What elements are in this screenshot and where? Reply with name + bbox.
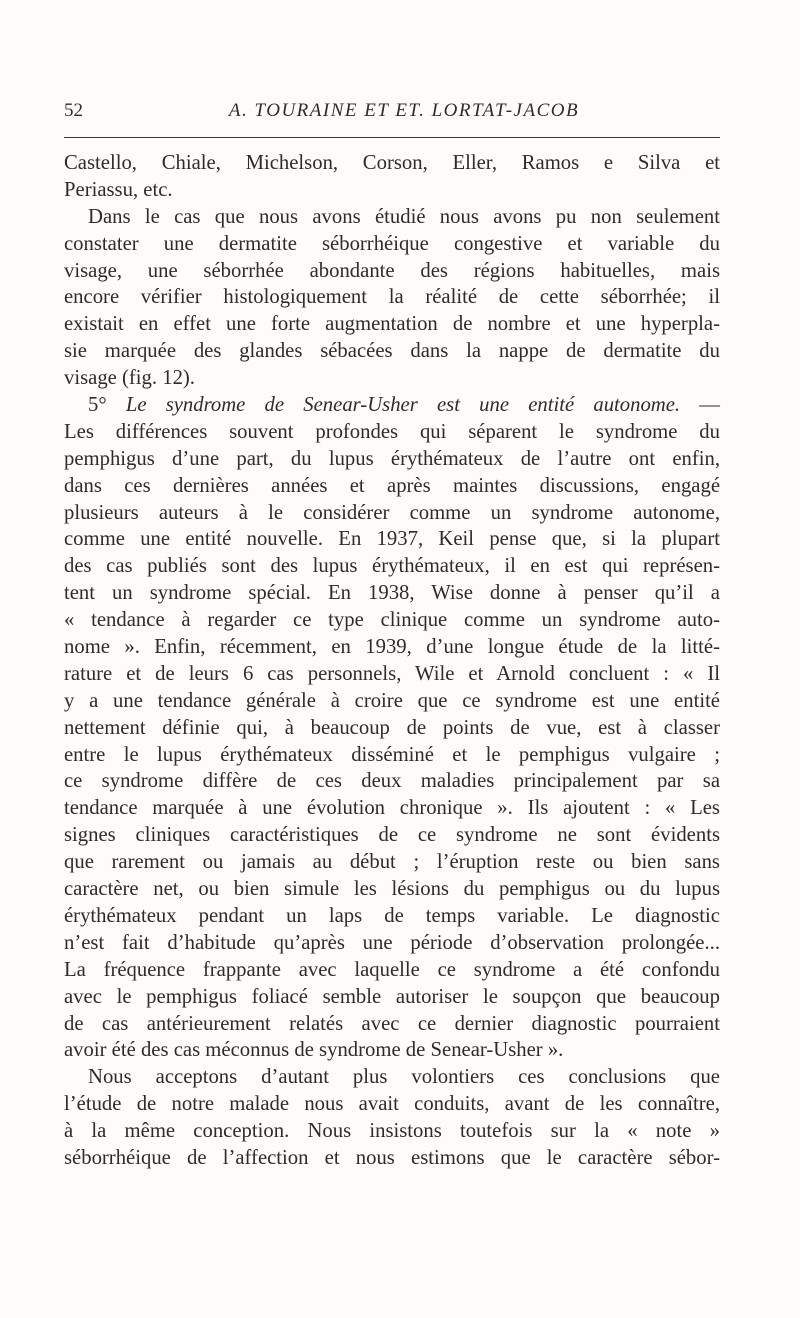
text-line: Periassu, etc. xyxy=(64,178,173,201)
running-header xyxy=(64,100,720,130)
text-line: entre le lupus érythémateux disséminé et le pemphigus vulgaire ; xyxy=(64,743,720,766)
text-line: « tendance à regarder ce type clinique comme un syndrome auto- xyxy=(64,609,720,632)
section-heading-line xyxy=(64,392,720,419)
text-line: séborrhéique de l’affection et nous estimons que le caractère sébor- xyxy=(64,1146,720,1169)
text-line: Castello, Chiale, Michelson, Corson, Eller, Ramos e Silva et xyxy=(64,152,720,174)
text-line: que rarement ou jamais au début ; l’éruption reste ou bien sans xyxy=(64,851,720,874)
section-number: 5° xyxy=(88,394,126,417)
text-line: n’est fait d’habitude qu’après une période d’observation prolongée... xyxy=(64,931,720,954)
running-title: A. TOURAINE ET ET. LORTAT-JACOB xyxy=(228,100,580,121)
text-line: caractère net, ou bien simule les lésions du pemphigus ou du lupus xyxy=(64,878,720,901)
text-line: avoir été des cas méconnus de syndrome de Senear-Usher ». xyxy=(64,1039,564,1062)
text-line: avec le pemphigus foliacé semble autoriser le soupçon que beaucoup xyxy=(64,985,720,1008)
text-line: pemphigus d’une part, du lupus érythémateux de l’autre ont enfin, xyxy=(64,447,720,470)
text-line: l’étude de notre malade nous avait conduits, avant de les connaître, xyxy=(64,1093,720,1116)
page-number: 52 xyxy=(64,100,83,121)
text-line: visage (fig. 12). xyxy=(64,367,195,390)
text-line: encore vérifier histologiquement la réalité de cette séborrhée; il xyxy=(64,286,720,309)
text-line: signes cliniques caractéristiques de ce syndrome ne sont évidents xyxy=(64,824,720,847)
text-line: de cas antérieurement relatés avec ce dernier diagnostic pourraient xyxy=(64,1012,720,1035)
text-line: rature et de leurs 6 cas personnels, Wile et Arnold concluent : « Il xyxy=(64,662,720,685)
text-line: y a une tendance générale à croire que ce syndrome est une entité xyxy=(64,689,720,712)
text-line: dans ces dernières années et après maintes discussions, engagé xyxy=(64,474,720,497)
text-line: nome ». Enfin, récemment, en 1939, d’une longue étude de la litté- xyxy=(64,636,720,659)
text-line: existait en effet une forte augmentation de nombre et une hyperpla- xyxy=(64,313,720,336)
text-line: La fréquence frappante avec laquelle ce syndrome a été confondu xyxy=(64,958,720,981)
text-line: à la même conception. Nous insistons toutefois sur la « note » xyxy=(64,1120,720,1143)
header-rule xyxy=(64,137,720,138)
text-line: tent un syndrome spécial. En 1938, Wise donne à penser qu’il a xyxy=(64,582,720,605)
text-line: sie marquée des glandes sébacées dans la nappe de dermatite du xyxy=(64,340,720,363)
text-line: Les différences souvent profondes qui séparent le syndrome du xyxy=(64,420,720,443)
text-line: constater une dermatite séborrhéique congestive et variable du xyxy=(64,232,720,255)
text-line: nettement définie qui, à beaucoup de points de vue, est à classer xyxy=(64,716,720,739)
text-line: des cas publiés sont des lupus érythémateux, il en est qui représen- xyxy=(64,555,720,578)
book-page xyxy=(64,0,720,1318)
body-text xyxy=(64,150,720,1172)
text-line: tendance marquée à une évolution chronique ». Ils ajoutent : « Les xyxy=(64,797,720,820)
text-line: Dans le cas que nous avons étudié nous avons pu non seulement xyxy=(88,205,720,228)
text-line: visage, une séborrhée abondante des régions habituelles, mais xyxy=(64,259,720,282)
text-line: ce syndrome diffère de ces deux maladies principalement par sa xyxy=(64,770,720,793)
text-line: plusieurs auteurs à le considérer comme un syndrome autonome, xyxy=(64,501,720,524)
em-dash: — xyxy=(680,394,720,417)
section-title: Le syndrome de Senear-Usher est une entité autonome. xyxy=(125,394,681,417)
text-line: érythémateux pendant un laps de temps variable. Le diagnostic xyxy=(64,904,720,927)
text-line: comme une entité nouvelle. En 1937, Keil pense que, si la plupart xyxy=(64,528,720,551)
text-line: Nous acceptons d’autant plus volontiers ces conclusions que xyxy=(88,1066,720,1089)
